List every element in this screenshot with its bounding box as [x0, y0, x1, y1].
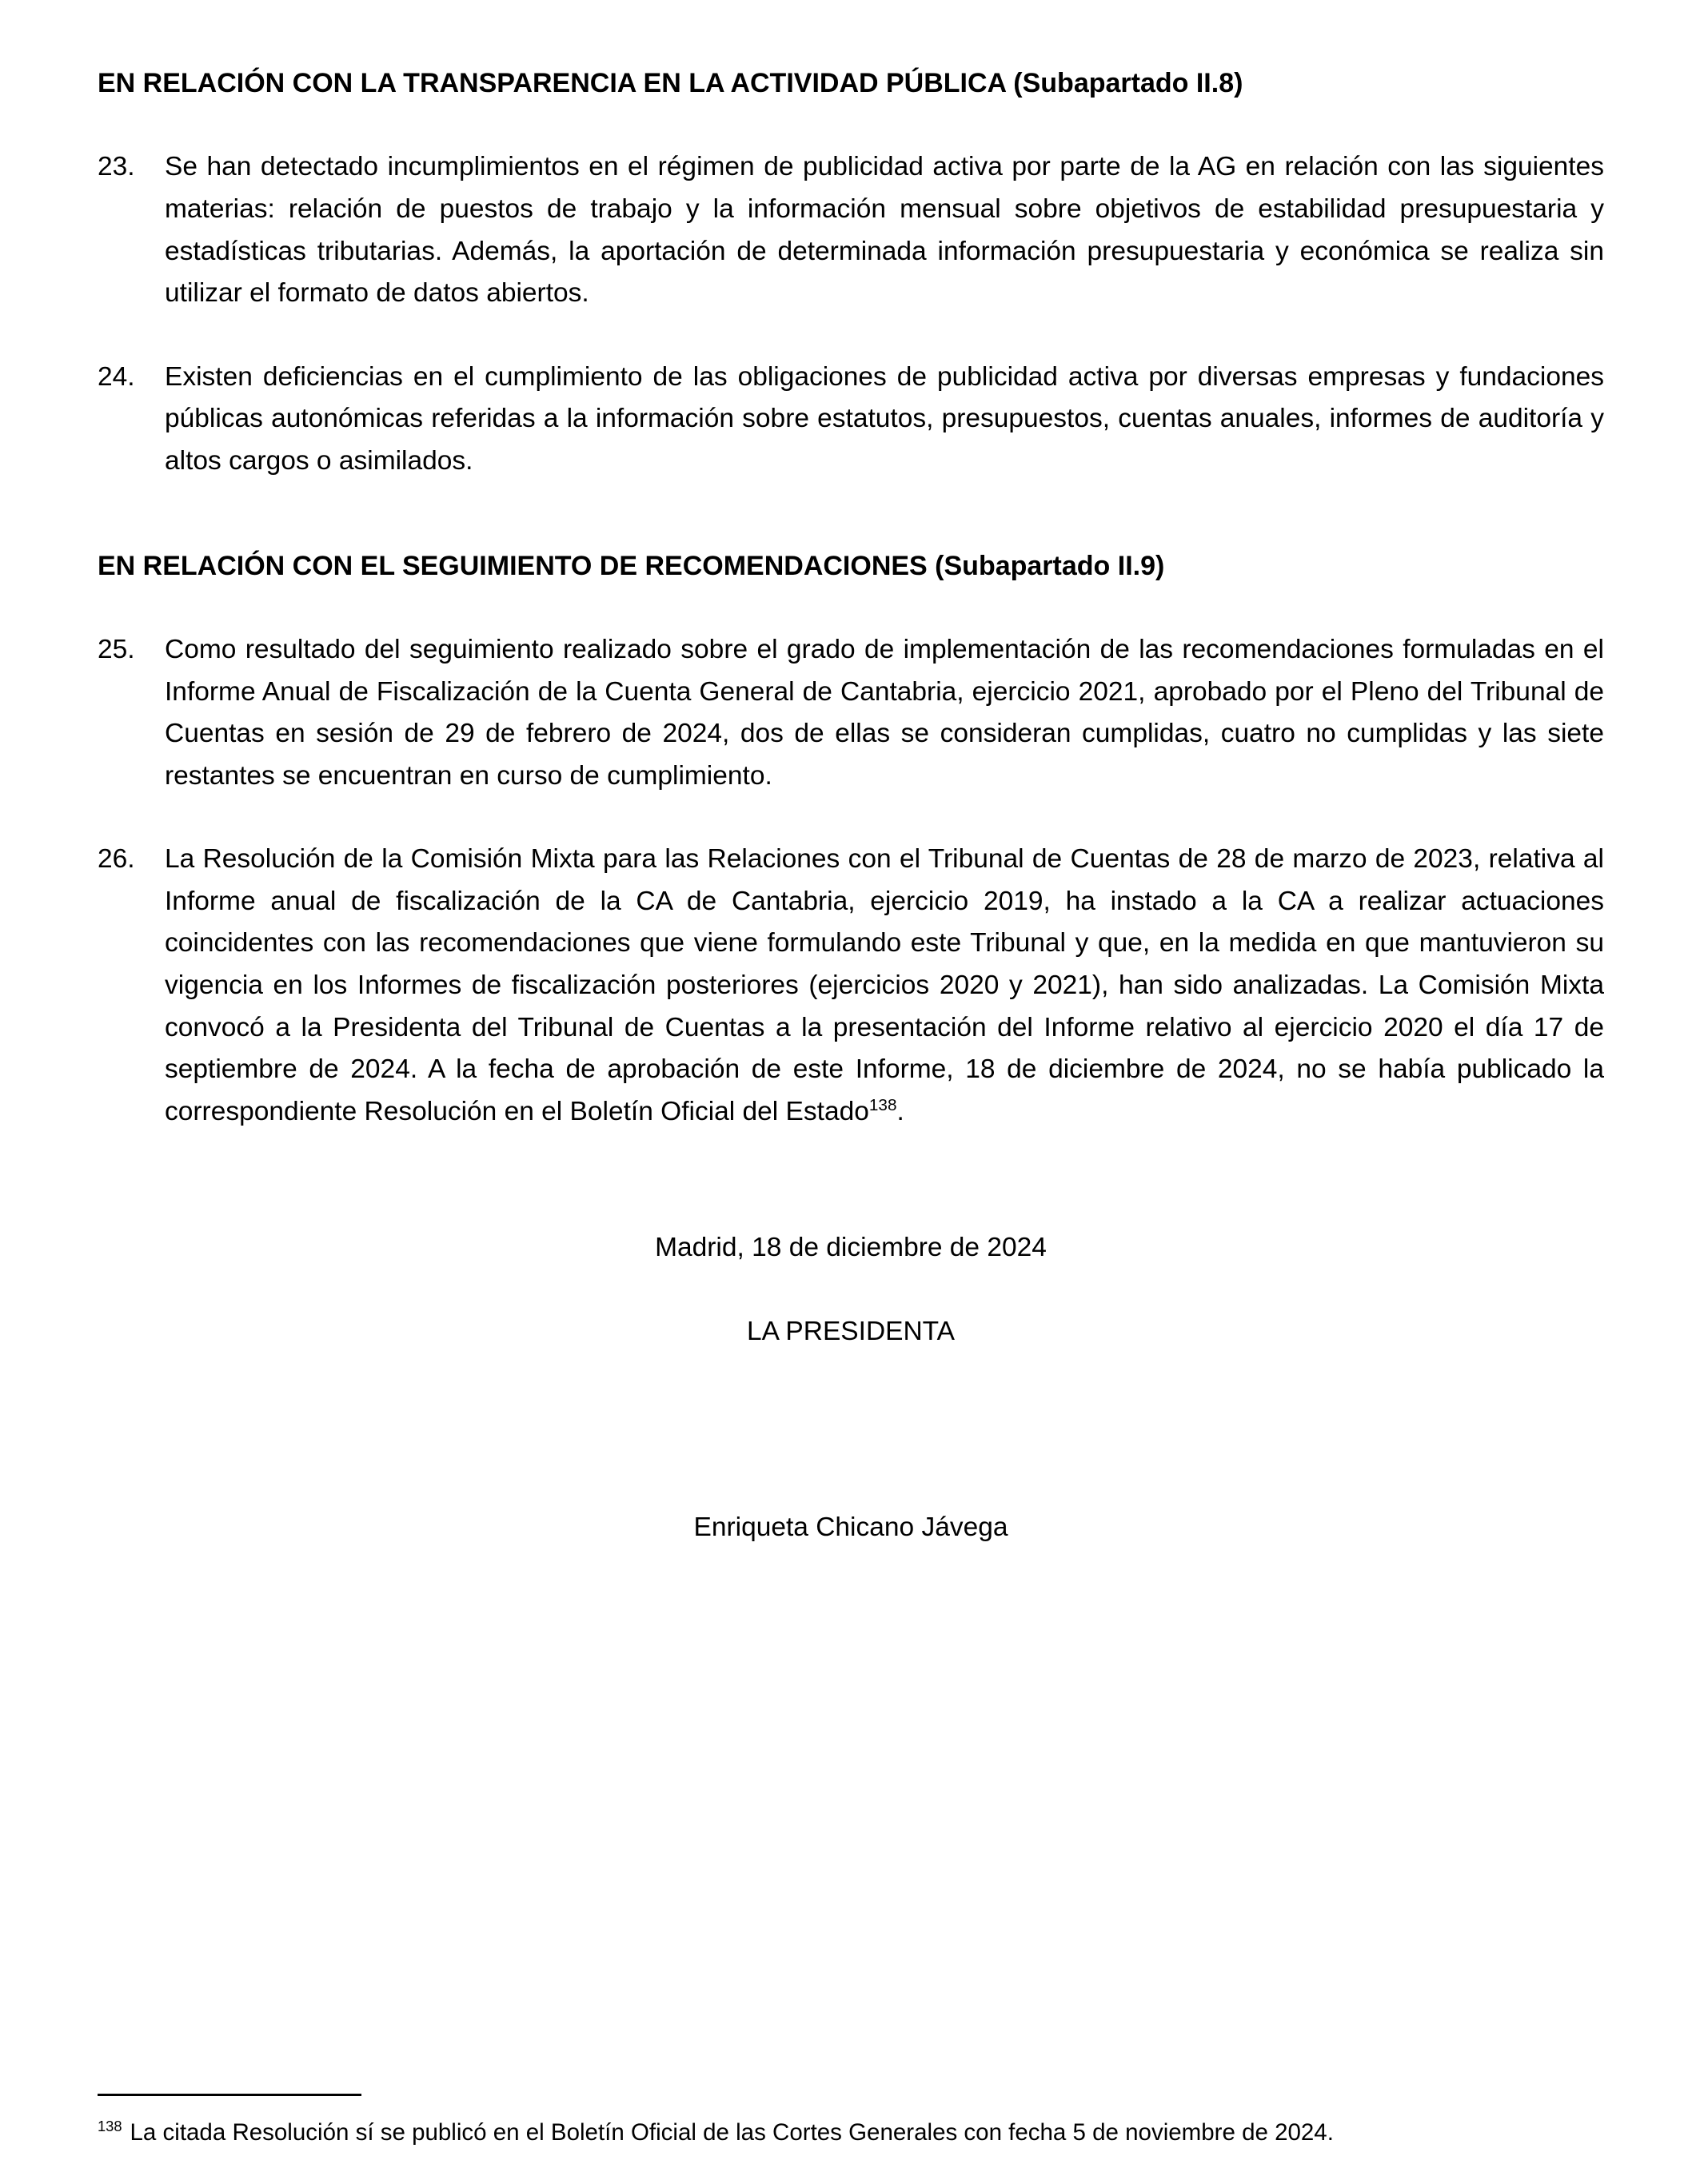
list-item-24 [98, 357, 1604, 483]
footnote-reference: 138 [868, 1095, 897, 1114]
list-item-23 [98, 146, 1604, 314]
footnote-ref: 138 [98, 2117, 122, 2134]
closing-block [98, 1227, 1604, 1548]
date-line: Madrid, 18 de diciembre de 2024 [655, 1233, 1047, 1263]
item-text-main: La Resolución de la Comisión Mixta para las Relaciones con el Tribunal de Cuentas de 28 de marzo de 2023, relativa al Informe anual de fiscalización de la CA de Cantabria, ejercicio 2019, ha instado a la CA a realizar actuaciones coincidentes con las recomendaciones que viene formulando este Tribunal y que, en la medida en que mantuvieron su vigencia en los Informes de fiscalización posteriores (ejercicios 2020 y 2021), han sido analizadas. La Comisión Mixta convocó a la Presidenta del Tribunal de Cuentas a la presentación del Informe relativo al ejercicio 2020 el día 17 de septiembre de 2024. A la fecha de aprobación de este Informe, 18 de diciembre de 2024, no se había publicado la correspondiente Resolución en el Boletín Oficial del Estado [165, 844, 1604, 1126]
item-text: Existen deficiencias en el cumplimiento de las obligaciones de publicidad activa por diversas empresas y fundaciones públicas autonómicas referidas a la información sobre estatutos, presupuestos, cuentas anuales, informes de auditoría y altos cargos o asimilados. [165, 361, 1604, 476]
item-number: 24. [98, 361, 135, 392]
footnote-separator [98, 2094, 361, 2096]
item-number: 25. [98, 634, 135, 664]
item-text: Como resultado del seguimiento realizado sobre el grado de implementación de las recomendaciones formuladas en el Informe Anual de Fiscalización de la Cuenta General de Cantabria, ejercicio 2021, aprobado por el Pleno del Tribunal de Cuentas en sesión de 29 de febrero de 2024, dos de ellas se consideran cumplidas, cuatro no cumplidas y las siete restantes se encuentran en curso de cumplimiento. [165, 634, 1604, 791]
list-item-26 [98, 839, 1604, 1133]
item-text: Se han detectado incumplimientos en el régimen de publicidad activa por parte de la AG en relación con las siguientes materias: relación de puestos de trabajo y la información mensual sobre objetivos de estabilidad presupuestaria y estadísticas tributarias. Además, la aportación de determinada información presupuestaria y económica se realiza sin utilizar el formato de datos abiertos. [165, 152, 1604, 309]
item-text [165, 839, 1604, 1133]
signer-name: Enriqueta Chicano Jávega [693, 1512, 1008, 1542]
list-item-25 [98, 629, 1604, 797]
item-number: 23. [98, 152, 135, 182]
signer-title: LA PRESIDENTA [746, 1317, 956, 1347]
item-text-tail: . [896, 1096, 904, 1126]
footnote [98, 2115, 1604, 2150]
footnote-text: La citada Resolución sí se publicó en el Boletín Oficial de las Cortes Generales con fecha 5 de noviembre de 2024. [130, 2118, 1334, 2146]
section-heading-transparencia: EN RELACIÓN CON LA TRANSPARENCIA EN LA ACTIVIDAD PÚBLICA (Subapartado II.8) [98, 68, 1243, 98]
section-heading-seguimiento: EN RELACIÓN CON EL SEGUIMIENTO DE RECOMENDACIONES (Subapartado II.9) [98, 550, 1165, 581]
item-number: 26. [98, 844, 135, 875]
footnote-area [98, 2094, 1604, 2150]
